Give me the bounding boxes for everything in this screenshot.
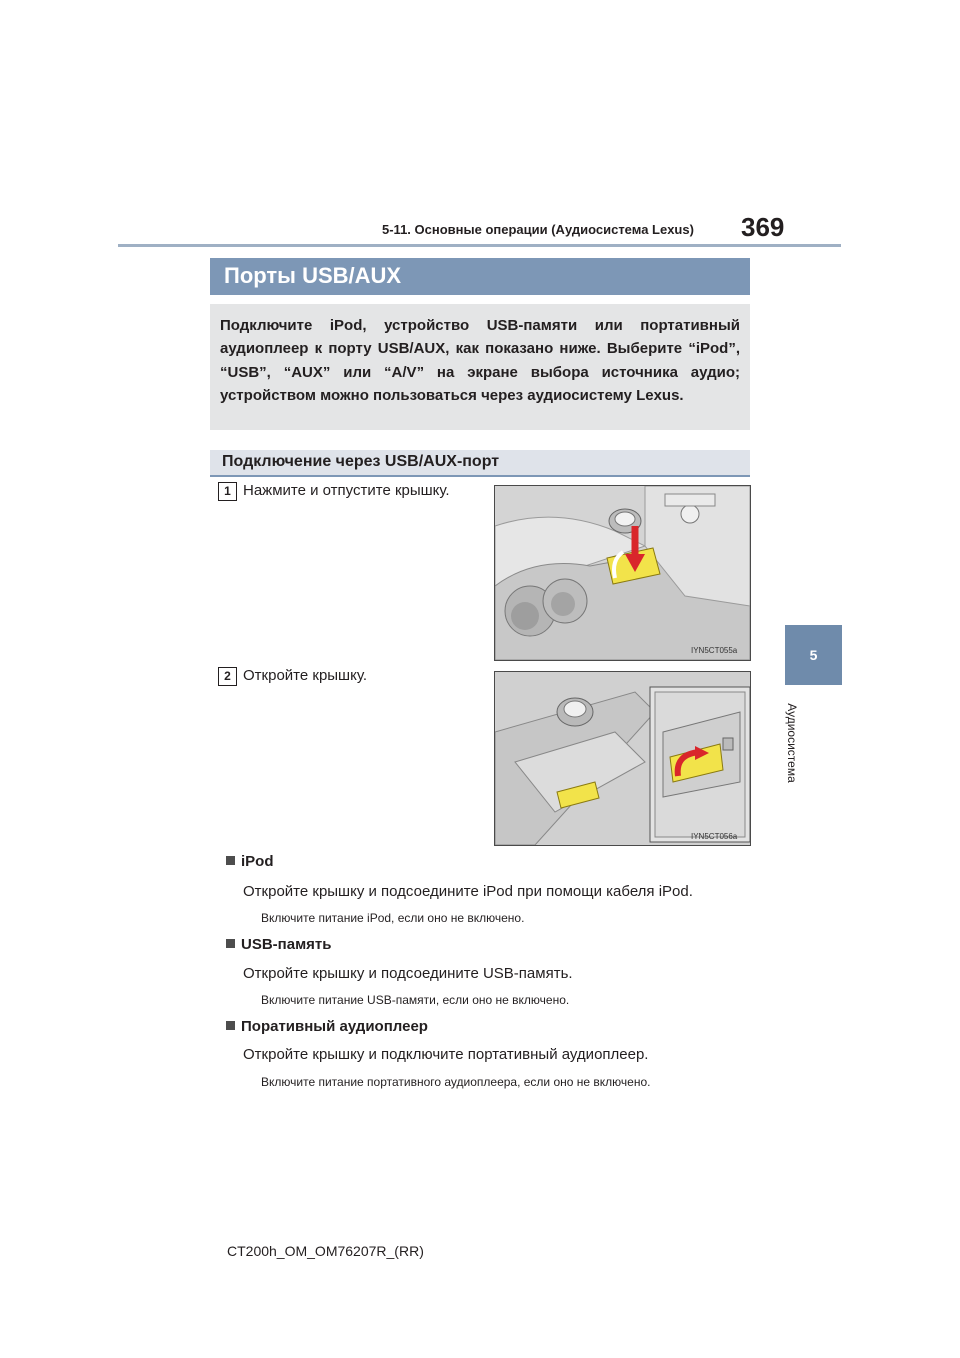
item-usb-note: Включите питание USB-памяти, если оно не включено. xyxy=(261,993,570,1007)
step-1-image-code: IYN5CT055a xyxy=(691,646,738,655)
intro-box xyxy=(210,304,750,430)
item-usb-body: Откройте крышку и подсоедините USB-память. xyxy=(243,965,573,982)
page-title-bar xyxy=(210,258,750,295)
square-bullet-icon xyxy=(226,939,235,948)
intro-text: Подключите iPod, устройство USB-памяти или портативный аудиоплеер к порту USB/AUX, как показано ниже. Выберите “iPod”, “USB”, “AUX” или “A/V” на экране выбора источника аудио; устройством можно пользоваться через аудиосистему Lexus. xyxy=(220,317,740,405)
item-ipod-body: Откройте крышку и подсоедините iPod при помощи кабеля iPod. xyxy=(243,883,693,900)
square-bullet-icon xyxy=(226,856,235,865)
page-title: Порты USB/AUX xyxy=(224,263,402,288)
item-player-note: Включите питание портативного аудиоплеера, если оно не включено. xyxy=(261,1075,651,1089)
step-1-illustration xyxy=(494,485,751,661)
step-2-text: Откройте крышку. xyxy=(243,667,367,684)
page-number: 369 xyxy=(741,212,785,242)
header-rule xyxy=(118,244,841,247)
subheading: Подключение через USB/AUX-порт xyxy=(222,453,500,470)
chapter-label xyxy=(778,688,806,798)
step-2-image-code: IYN5CT056a xyxy=(691,832,738,841)
item-player-heading-text: Поративный аудиоплеер xyxy=(241,1018,428,1035)
section-title: 5-11. Основные операции (Аудиосистема Lexus) xyxy=(382,222,694,237)
step-2-illustration xyxy=(494,671,751,846)
item-ipod-note: Включите питание iPod, если оно не включено. xyxy=(261,911,525,925)
step-2-number: 2 xyxy=(218,667,237,686)
item-usb-heading xyxy=(226,936,331,953)
item-player-body: Откройте крышку и подключите портативный аудиоплеер. xyxy=(243,1046,649,1063)
item-ipod-heading-text: iPod xyxy=(241,853,274,870)
item-usb-heading-text: USB-память xyxy=(241,936,332,953)
square-bullet-icon xyxy=(226,1021,235,1030)
footer-code: CT200h_OM_OM76207R_(RR) xyxy=(227,1243,424,1259)
step-1-text: Нажмите и отпустите крышку. xyxy=(243,482,450,499)
item-player-heading xyxy=(226,1018,428,1035)
chapter-tab: 5 xyxy=(785,625,842,685)
chapter-label-text: Аудиосистема xyxy=(785,703,799,783)
step-1-number: 1 xyxy=(218,482,237,501)
subheading-bar xyxy=(210,450,750,477)
item-ipod-heading xyxy=(226,853,274,870)
